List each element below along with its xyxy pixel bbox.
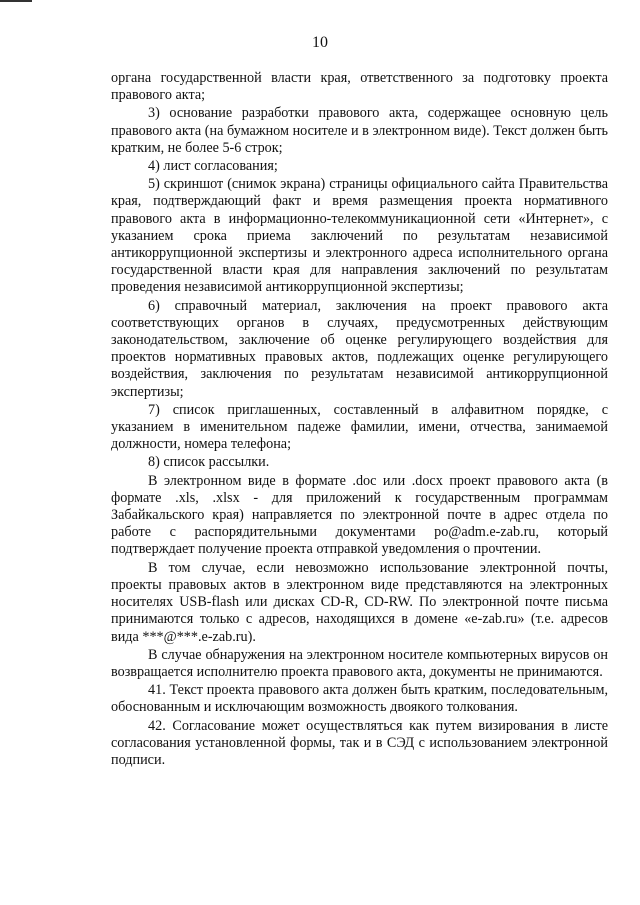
paragraph-continuation: органа государственной власти края, ответственного за подготовку проекта правового акта; xyxy=(111,70,608,104)
list-item-3: 3) основание разработки правового акта, содержащее основную цель правового акта (на бумажном носителе и в электронном виде). Текст должен быть кратким, не более 5-6 строк; xyxy=(111,105,608,156)
list-item-5: 5) скриншот (снимок экрана) страницы официального сайта Правительства края, подтверждающий факт и время размещения проекта нормативного правового акта в информационно-телекоммуникационной сети «Интернет», с указанием срока приема заключений по результатам независимой антикоррупционной экспертизы и электронного адреса исполнительного органа государственной власти края для направления заключений по результатам проведения независимой антикоррупционной экспертизы; xyxy=(111,176,608,296)
paragraph-viruses: В случае обнаружения на электронном носителе компьютерных вирусов он возвращается исполнителю проекта правового акта, документы не принимаются. xyxy=(111,646,608,680)
paragraph-electronic-media: В том случае, если невозможно использование электронной почты, проекты правовых актов в электронном виде представляются на электронных носителях USB-flash или дисках CD-R, CD-RW. По электронной почте письма принимаются только с адресов, находящихся в домене «e-zab.ru» (т.е. адресов вида ***@***.e-zab.ru). xyxy=(111,559,608,645)
paragraph-electronic-format: В электронном виде в формате .doc или .docx проект правового акта (в формате .xls, .xlsx - для приложений к государственным программам Забайкальского края) направляется по электронной почте в адрес отдела по работе с распорядительными документами po@adm.e-zab.ru, который подтверждает получение проекта отправкой уведомления о прочтении. xyxy=(111,472,608,558)
list-item-7: 7) список приглашенных, составленный в алфавитном порядке, с указанием в именительном падеже фамилии, имени, отчества, занимаемой должности, номера телефона; xyxy=(111,401,608,453)
scan-corner-mark xyxy=(0,0,32,2)
list-item-8: 8) список рассылки. xyxy=(148,454,270,471)
clause-41: 41. Текст проекта правового акта должен быть кратким, последовательным, обоснованным и исключающим возможность двоякого толкования. xyxy=(111,682,608,716)
document-body xyxy=(111,70,608,769)
page-number: 10 xyxy=(312,34,328,51)
clause-42: 42. Согласование может осуществляться как путем визирования в листе согласования установленной формы, так и в СЭД с использованием электронной подписи. xyxy=(111,717,608,768)
list-item-4: 4) лист согласования; xyxy=(148,158,278,175)
list-item-6: 6) справочный материал, заключения на проект правового акта соответствующих органов в случаях, предусмотренных действующим законодательством, заключение об оценке регулирующего воздействия для проектов нормативных правовых актов, подлежащих оценке регулирующего воздействия, заключения по результатам независимой антикоррупционной экспертизы; xyxy=(111,297,608,400)
